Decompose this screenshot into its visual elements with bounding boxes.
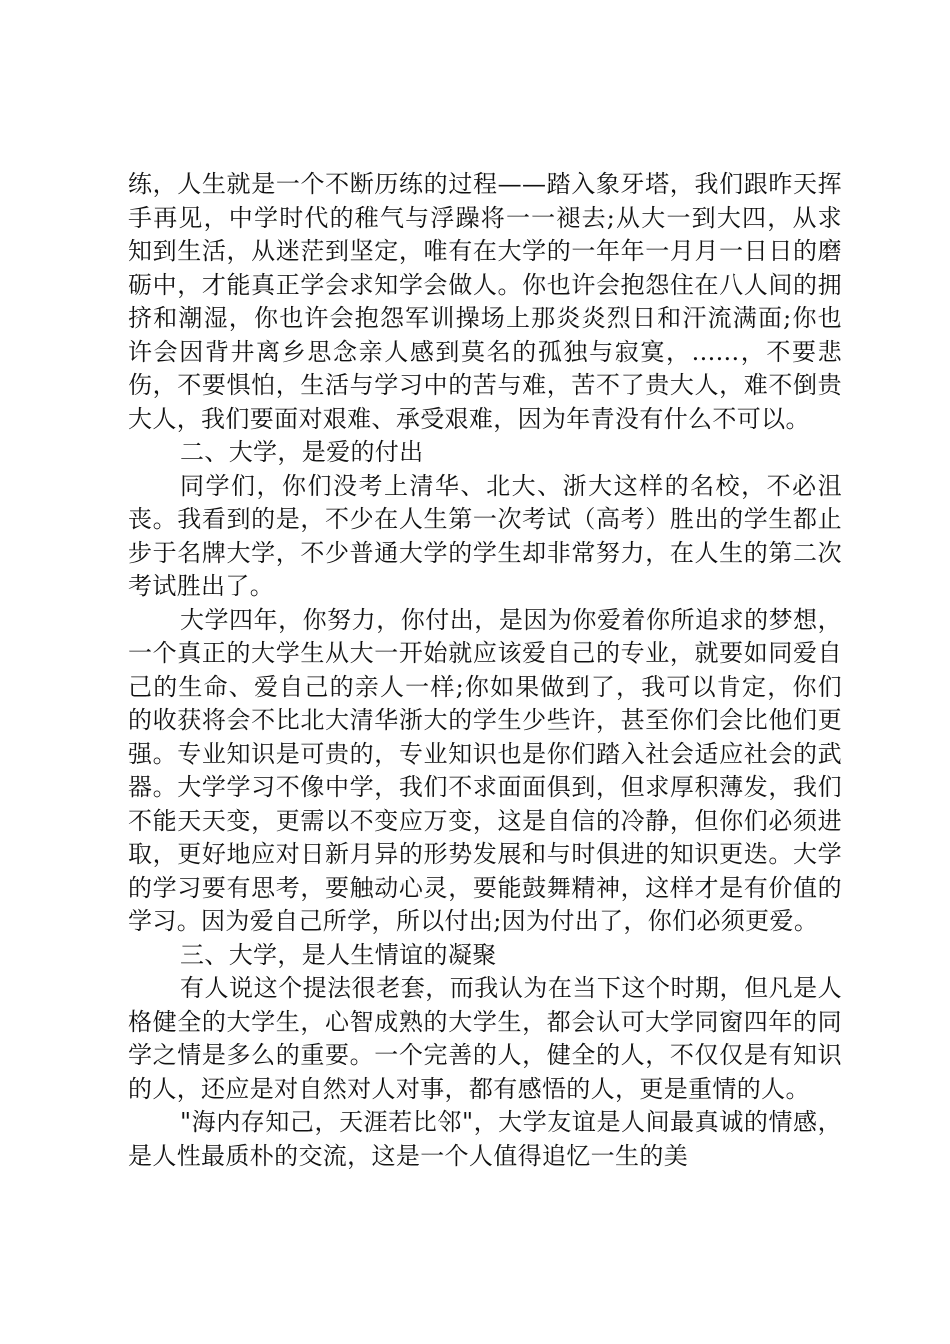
- section-heading-2: 二、大学，是爱的付出: [180, 438, 424, 466]
- paragraph: 大学四年，你努力，你付出，是因为你爱着你所追求的梦想，一个真正的大学生从大一开始就应该爱自己的专业，就要如同爱自己的生命、爱自己的亲人一样;你如果做到了，我可以肯定，你们的收获将会不比北大清华浙大的学生少些许，甚至你们会比他们更强。专业知识是可贵的，专业知识也是你们踏入社会适应社会的武器。大学学习不像中学，我们不求面面俱到，但求厚积薄发，我们不能天天变，更需以不变应万变，这是自信的冷静，但你们必须进取，更好地应对日新月异的形势发展和与时俱进的知识更迭。大学的学习要有思考，要触动心灵，要能鼓舞精神，这样才是有价值的学习。因为爱自己所学，所以付出;因为付出了，你们必须更爱。: [128, 605, 842, 935]
- paragraph: 有人说这个提法很老套，而我认为在当下这个时期，但凡是人格健全的大学生，心智成熟的大学生，都会认可大学同窗四年的同学之情是多么的重要。一个完善的人，健全的人，不仅仅是有知识的人，还应是对自然对人对事，都有感悟的人，更是重情的人。: [128, 974, 842, 1103]
- paragraph: 同学们，你们没考上清华、北大、浙大这样的名校，不必沮丧。我看到的是，不少在人生第一次考试（高考）胜出的学生都止步于名牌大学，不少普通大学的学生却非常努力，在人生的第二次考试胜出了。: [128, 471, 842, 600]
- paragraph: "海内存知己，天涯若比邻"，大学友谊是人间最真诚的情感，是人性最质朴的交流，这是一个人值得追忆一生的美: [128, 1108, 842, 1170]
- paragraph-continued: 练，人生就是一个不断历练的过程——踏入象牙塔，我们跟昨天挥手再见，中学时代的稚气与浮躁将一一褪去;从大一到大四，从求知到生活，从迷茫到坚定，唯有在大学的一年年一月月一日日的磨砺中，才能真正学会求知学会做人。你也许会抱怨住在八人间的拥挤和潮湿，你也许会抱怨军训操场上那炎炎烈日和汗流满面;你也许会因背井离乡思念亲人感到莫名的孤独与寂寞，......，不要悲伤，不要惧怕，生活与学习中的苦与难，苦不了贵大人，难不倒贵大人，我们要面对艰难、承受艰难，因为年青没有什么不可以。: [128, 170, 842, 433]
- document-page: [128, 168, 842, 1173]
- section-heading-3: 三、大学，是人生情谊的凝聚: [180, 940, 497, 969]
